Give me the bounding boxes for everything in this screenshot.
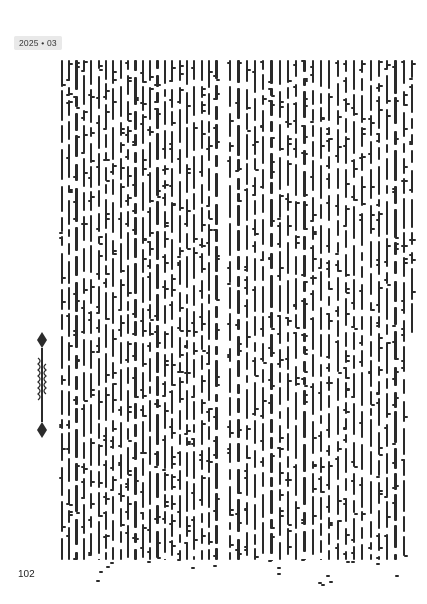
text-column <box>83 60 85 560</box>
text-column <box>345 60 347 560</box>
text-column <box>237 60 239 560</box>
text-column <box>328 60 330 560</box>
text-column <box>208 60 210 560</box>
text-column <box>361 60 363 560</box>
text-column <box>386 60 388 560</box>
text-column <box>127 60 129 560</box>
text-column <box>378 60 380 560</box>
text-column <box>186 60 188 560</box>
text-column <box>201 60 203 560</box>
text-column <box>270 60 272 560</box>
text-column <box>353 60 355 560</box>
text-column <box>337 60 339 560</box>
text-column <box>156 60 158 560</box>
left-text-block <box>58 60 220 560</box>
text-column <box>171 60 173 560</box>
text-column <box>215 60 217 560</box>
page-number: 102 <box>18 569 35 580</box>
text-column <box>279 60 281 560</box>
text-column <box>68 60 70 560</box>
text-column <box>370 60 372 560</box>
text-column <box>254 60 256 560</box>
text-column <box>142 60 144 560</box>
text-column <box>120 60 122 560</box>
text-column <box>320 60 322 560</box>
text-column <box>179 60 181 560</box>
text-column <box>149 60 151 560</box>
section-ornament-icon <box>31 330 53 440</box>
issue-badge: 2025 • 03 <box>14 36 62 50</box>
text-column <box>411 60 413 560</box>
text-column <box>246 60 248 560</box>
text-column <box>394 60 396 560</box>
text-column <box>193 60 195 560</box>
text-column <box>403 60 405 560</box>
text-column <box>90 60 92 560</box>
text-column <box>295 60 297 560</box>
text-column <box>164 60 166 560</box>
text-column <box>105 60 107 560</box>
text-column <box>112 60 114 560</box>
text-column <box>287 60 289 560</box>
text-column <box>312 60 314 560</box>
text-column <box>303 60 305 560</box>
text-column <box>262 60 264 560</box>
text-column <box>98 60 100 560</box>
text-column <box>61 60 63 560</box>
text-column <box>229 60 231 560</box>
text-column <box>75 60 77 560</box>
right-text-block <box>226 60 416 560</box>
text-column <box>134 60 136 560</box>
